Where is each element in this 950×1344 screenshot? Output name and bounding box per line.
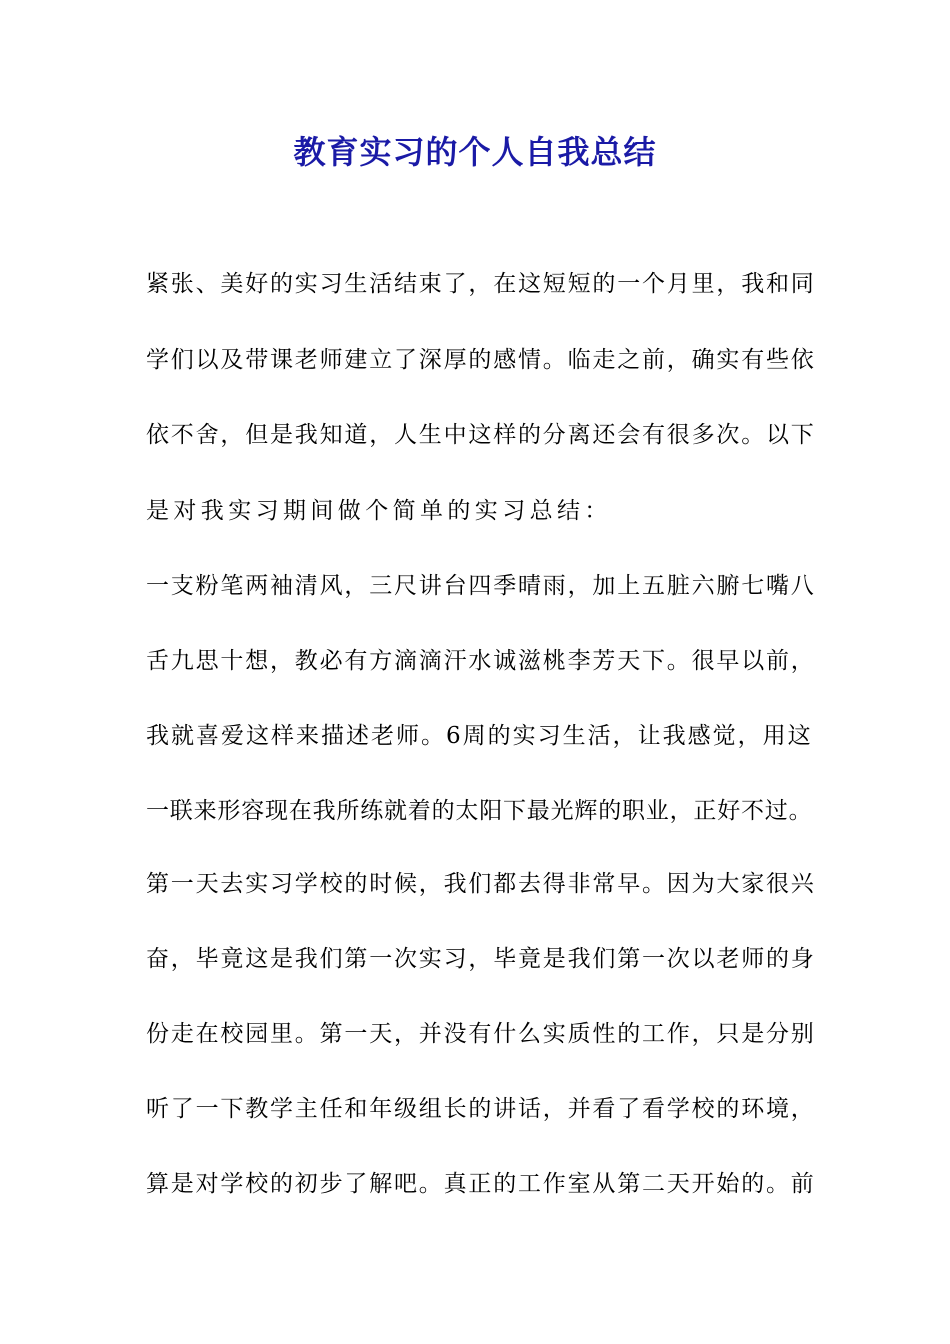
body-line: 我就喜爱这样来描述老师。6周的实习生活，让我感觉，用这 xyxy=(146,723,813,749)
body-line: 算是对学校的初步了解吧。真正的工作室从第二天开始的。前 xyxy=(146,1171,816,1197)
body-line: 听了一下教学主任和年级组长的讲话，并看了看学校的环境， xyxy=(146,1096,816,1122)
body-line: 一支粉笔两袖清风，三尺讲台四季晴雨，加上五脏六腑七嘴八 xyxy=(146,573,816,599)
body-line: 份走在校园里。第一天，并没有什么实质性的工作，只是分别 xyxy=(146,1021,816,1047)
body-line: 学们以及带课老师建立了深厚的感情。临走之前，确实有些依 xyxy=(146,347,816,373)
body-line: 奋，毕竟这是我们第一次实习，毕竟是我们第一次以老师的身 xyxy=(146,946,816,972)
body-line: 一联来形容现在我所练就着的太阳下最光辉的职业，正好不过。 xyxy=(146,798,813,824)
body-line: 第一天去实习学校的时候，我们都去得非常早。因为大家很兴 xyxy=(146,871,816,897)
body-line: 是对我实习期间做个简单的实习总结： xyxy=(146,498,612,524)
body-line: 舌九思十想，教必有方滴滴汗水诚滋桃李芳天下。很早以前， xyxy=(146,648,816,674)
body-line: 紧张、美好的实习生活结束了，在这短短的一个月里，我和同 xyxy=(146,271,816,297)
body-line: 依不舍，但是我知道，人生中这样的分离还会有很多次。以下 xyxy=(146,422,816,448)
document-title: 教育实习的个人自我总结 xyxy=(293,133,657,171)
